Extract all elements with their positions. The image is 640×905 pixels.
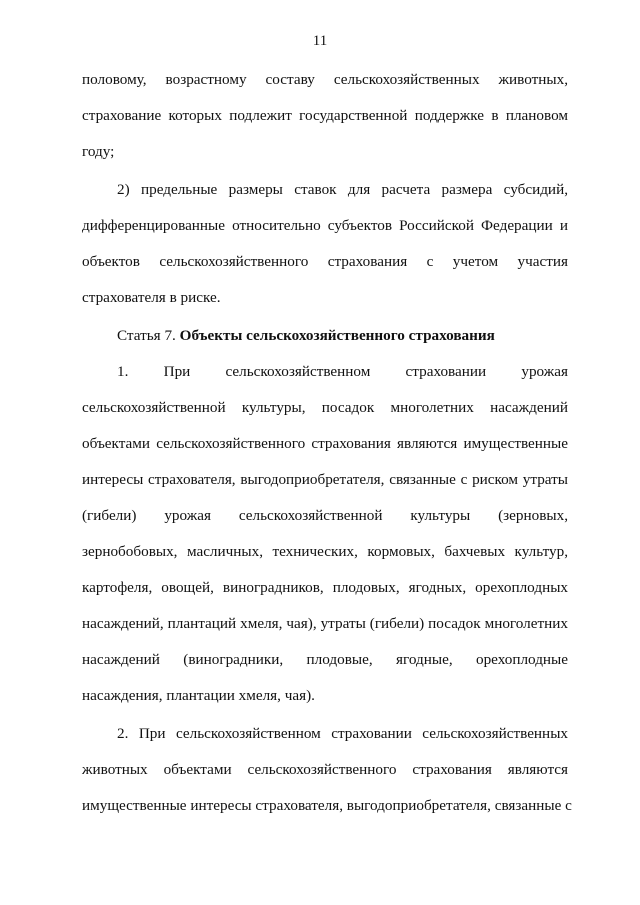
text-line: картофеля, овощей, виноградников, плодовых, ягодных, орехоплодных: [82, 579, 568, 596]
paragraph-first-line: 1. При сельскохозяйственном страховании урожая: [117, 363, 568, 380]
text-line: интересы страхователя, выгодоприобретателя, связанные с риском утраты: [82, 471, 568, 488]
text-line: страхование которых подлежит государственной поддержке в плановом: [82, 107, 568, 124]
text-line: году;: [82, 143, 115, 160]
text-line: половому, возрастному составу сельскохозяйственных животных,: [82, 71, 568, 88]
document-body: [82, 62, 572, 824]
text-line: страхователя в риске.: [82, 289, 221, 306]
text-line: объектов сельскохозяйственного страхования с учетом участия: [82, 253, 568, 270]
text-line: (гибели) урожая сельскохозяйственной культуры (зерновых,: [82, 507, 568, 524]
article-prefix: Статья 7.: [117, 327, 176, 344]
text-line: имущественные интересы страхователя, выгодоприобретателя, связанные с: [82, 797, 572, 814]
text-line: объектами сельскохозяйственного страхования являются имущественные: [82, 435, 568, 452]
text-line: насаждения, плантации хмеля, чая).: [82, 687, 315, 704]
article-title: Объекты сельскохозяйственного страхования: [179, 327, 495, 344]
page-number: 11: [312, 33, 328, 49]
text-line: сельскохозяйственной культуры, посадок многолетних насаждений: [82, 399, 568, 416]
text-line: насаждений, плантаций хмеля, чая), утраты (гибели) посадок многолетних: [82, 615, 568, 632]
article-heading: [82, 318, 568, 354]
text-line: зернобобовых, масличных, технических, кормовых, бахчевых культур,: [82, 543, 568, 560]
text-line: дифференцированные относительно субъектов Российской Федерации и: [82, 217, 568, 234]
text-line: насаждений (виноградники, плодовые, ягодные, орехоплодные: [82, 651, 568, 668]
paragraph-first-line: 2. При сельскохозяйственном страховании сельскохозяйственных: [117, 725, 568, 742]
text-line: животных объектами сельскохозяйственного страхования являются: [82, 761, 568, 778]
paragraph-first-line: 2) предельные размеры ставок для расчета размера субсидий,: [117, 181, 568, 198]
